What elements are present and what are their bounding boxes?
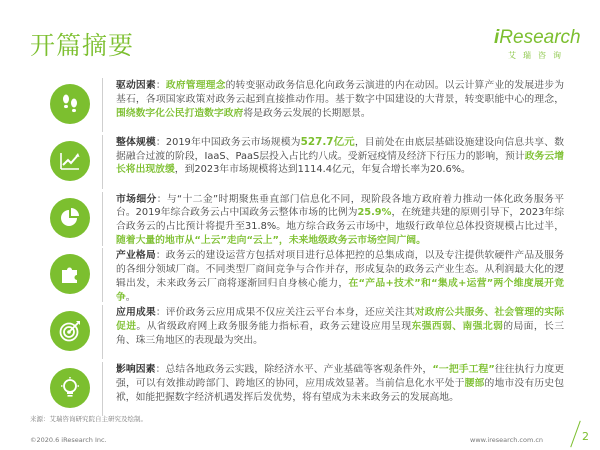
row-divider <box>102 192 103 246</box>
pie-chart-icon <box>50 198 90 238</box>
row-divider <box>102 248 103 302</box>
puzzle-icon <box>50 254 90 294</box>
logo-wordmark: iResearch <box>494 27 581 48</box>
row-divider <box>102 135 103 189</box>
copyright: ©2020.6 iResearch Inc. <box>30 436 107 444</box>
summary-row-drivers <box>50 78 564 132</box>
website-link[interactable]: www.iresearch.com.cn <box>470 436 544 444</box>
page-number-divider <box>570 421 581 448</box>
lightbulb-icon <box>50 368 90 408</box>
summary-row-segments <box>50 192 564 246</box>
summary-text: 市场细分：与“十二金”时期聚焦垂直部门信息化不同，现阶段各地方政府着力推动一体化政务服务平台。2019年综合政务云占中国政务云整体市场的比例为25.9%，在统建共建的原则引导下，2023年综合政务云的占比预计将提升至31.8%。地方综合政务云市场中，地级行政单位总体投资规模占比过半，随着大量的地市从“上云”走向“云上”，未来地级政务云市场空间广阔。 <box>116 193 565 246</box>
target-icon <box>50 311 90 351</box>
footprints-icon <box>50 84 90 124</box>
summary-row-outcomes <box>50 305 564 359</box>
summary-text: 应用成果：评价政务云应用成果不仅应关注云平台本身，还应关注其对政府公共服务、社会管理的实际促进。从省级政府网上政务服务能力指标看，政务云建设应用呈现东强西弱、南强北弱的局面，长三角、珠三角地区的表现最为突出。 <box>116 307 565 346</box>
summary-text: 整体规模：2019年中国政务云市场规模为527.7亿元，目前处在由底层基础设施建设向信息共享、数据融合过渡的阶段，IaaS、PaaS层投入占比约八成。受新冠疫情及经济下行压力的影响，预计政务云增长将出现放缓，到2023年市场规模将达到1114.4亿元，年复合增长率为20.6%。 <box>116 135 565 176</box>
row-divider <box>102 362 103 416</box>
summary-text: 影响因素：总结各地政务云实践，除经济水平、产业基础等客观条件外，“一把手工程”往往执行力度更强，可以有效推动跨部门、跨地区的协同，应用成效显著。当前信息化水平处于腰部的地市没有历史包袱，如能把握数字经济机遇发挥后发优势，将有望成为未来政务云的发展高地。 <box>116 363 565 403</box>
row-divider <box>102 78 103 132</box>
trend-chart-icon <box>50 141 90 181</box>
summary-list <box>50 78 564 419</box>
source-note: 来源：艾瑞咨询研究院自主研究及绘制。 <box>30 415 147 423</box>
row-divider <box>102 305 103 359</box>
page-title: 开篇摘要 <box>30 31 135 60</box>
logo-chinese-name: 艾瑞咨询 <box>508 51 568 60</box>
summary-row-factors <box>50 362 564 416</box>
page-number: 2 <box>582 430 589 443</box>
summary-text: 驱动因素：政府管理理念的转变驱动政务信息化向政务云演进的内在动因。以云计算产业的发展进步为基石，各项国家政策对政务云起到直接推动作用。基于数字中国建设的大背景，转变职能中心的理念，围绕数字化公民打造数字政府将是政务云发展的长期愿景。 <box>116 80 565 119</box>
iresearch-logo <box>494 27 581 68</box>
summary-text: 产业格局：政务云的建设运营方包括对项目进行总体把控的总集成商，以及专注提供软硬件产品及服务的各细分领域厂商。不同类型厂商间竞争与合作并存，形成复杂的政务云产业生态。从利润最大化的逻辑出发，未来政务云厂商将逐渐回归自身核心能力，在“产品+技术”和“集成+运营”两个维度展开竞争。 <box>116 250 565 303</box>
summary-row-scale <box>50 135 564 189</box>
summary-row-landscape <box>50 248 564 302</box>
